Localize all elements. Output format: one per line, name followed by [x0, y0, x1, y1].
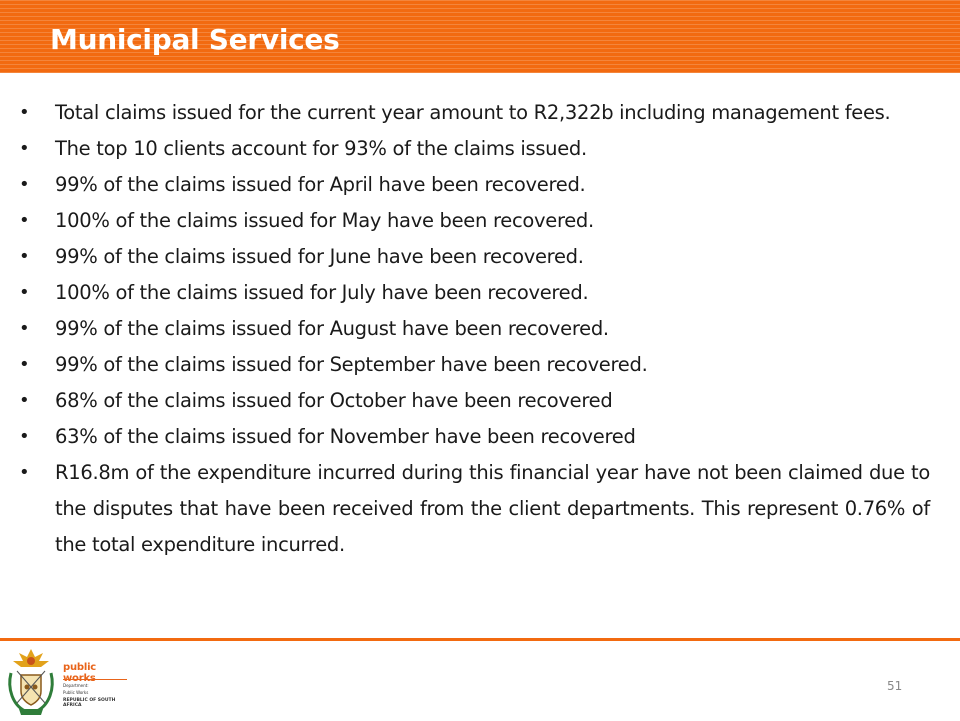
- bullet-dot-icon: •: [19, 246, 30, 267]
- logo-department-name: Public Works: [63, 690, 89, 695]
- bullet-dot-icon: •: [19, 174, 30, 195]
- public-works-logo: [5, 645, 130, 717]
- bullet-item: • R16.8m of the expenditure incurred during this financial year have not been claimed due to the disputes that have been received from the client departments. This represent 0.76% of the total expenditure incurred.: [0, 455, 960, 563]
- bullet-item: • 68% of the claims issued for October have been recovered: [0, 383, 960, 419]
- bullet-dot-icon: •: [19, 102, 30, 123]
- bullet-list: [0, 95, 960, 563]
- bullet-dot-icon: •: [19, 138, 30, 159]
- bullet-dot-icon: •: [19, 210, 30, 231]
- logo-country: REPUBLIC OF SOUTH AFRICA: [63, 698, 116, 708]
- bullet-item: • 99% of the claims issued for August have been recovered.: [0, 311, 960, 347]
- bullet-item: • 100% of the claims issued for May have been recovered.: [0, 203, 960, 239]
- bullet-dot-icon: •: [19, 282, 30, 303]
- slide-title: Municipal Services: [50, 23, 340, 56]
- bullet-item: • 100% of the claims issued for July have been recovered.: [0, 275, 960, 311]
- bullet-item: • 99% of the claims issued for April have been recovered.: [0, 167, 960, 203]
- bullet-dot-icon: •: [19, 318, 30, 339]
- logo-brand-text: public: [63, 662, 97, 673]
- bullet-dot-icon: •: [19, 426, 30, 447]
- logo-department-label: Department:: [63, 683, 89, 688]
- bullet-dot-icon: •: [19, 354, 30, 375]
- footer-divider: [0, 638, 960, 641]
- bullet-item: • 99% of the claims issued for September have been recovered.: [0, 347, 960, 383]
- coat-of-arms-icon: [5, 645, 57, 717]
- bullet-dot-icon: •: [19, 390, 30, 411]
- logo-rule: [63, 679, 127, 680]
- bullet-item: • 63% of the claims issued for November have been recovered: [0, 419, 960, 455]
- bullet-item: • 99% of the claims issued for June have been recovered.: [0, 239, 960, 275]
- title-bar: [0, 0, 960, 73]
- bullet-item: • Total claims issued for the current year amount to R2,322b including management fees.: [0, 95, 960, 131]
- page-number: 51: [887, 679, 903, 693]
- bullet-item: • The top 10 clients account for 93% of the claims issued.: [0, 131, 960, 167]
- bullet-dot-icon: •: [19, 462, 30, 483]
